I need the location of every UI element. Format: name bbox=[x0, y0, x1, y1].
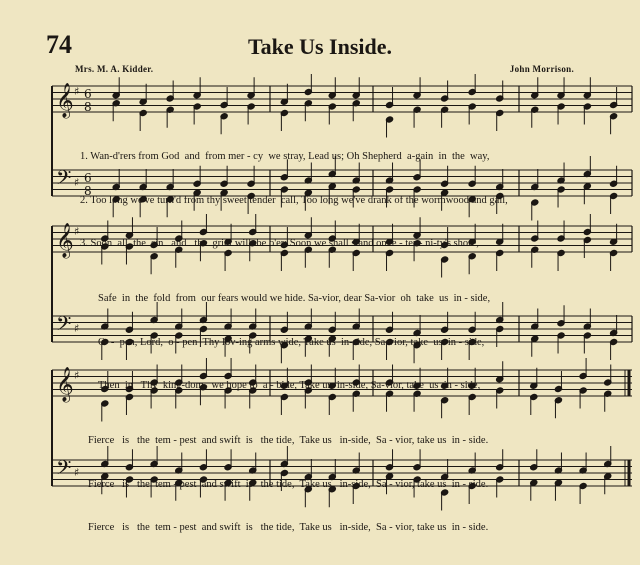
time-signature-top: 6 bbox=[84, 171, 92, 185]
treble-clef-icon: 𝄞 bbox=[56, 223, 74, 258]
sharp-icon: ♯ bbox=[74, 369, 80, 382]
time-signature-bottom: 8 bbox=[84, 184, 92, 198]
lyric-line: Then in Thy king-dom we hope to a - bide, Take us in-side, Sa-vior, take us in - side, bbox=[98, 380, 481, 391]
lyric-line: 2. Too long we've turn'd from thy sweet tender call, Too long we've drank of the wormwood and gall, bbox=[80, 194, 508, 206]
sharp-icon: ♯ bbox=[74, 466, 80, 479]
lyric-line: 1. Wan-d'rers from God and from mer - cy we stray, Lead us; Oh Shepherd a-gain in the way, bbox=[80, 151, 490, 162]
hymn-title: Take Us Inside. bbox=[247, 34, 393, 59]
lyric-line: 3. Soon all the sin and the grief will be o'er; Soon we shall stand on e - ter - ni-ty's shore, bbox=[80, 238, 479, 249]
sharp-icon: ♯ bbox=[74, 322, 80, 335]
sharp-icon: ♯ bbox=[74, 225, 80, 238]
lyric-line: Fierce is the tem - pest and swift is the tide, Take us in-side, Sa - vior, take us in - side. bbox=[88, 478, 489, 490]
system-1-lyrics bbox=[80, 121, 508, 281]
time-signature-top: 6 bbox=[84, 87, 92, 101]
composer-credit: John Morrison. bbox=[509, 64, 574, 74]
system-2-lyrics bbox=[98, 263, 490, 423]
treble-clef-icon: 𝄞 bbox=[56, 367, 74, 402]
hymn-number: 74 bbox=[46, 30, 72, 59]
lyric-line: Fierce is the tem - pest and swift is the tide, Take us in-side, Sa - vior, take us in - side. bbox=[88, 522, 489, 533]
bass-clef-icon: 𝄢 bbox=[56, 166, 72, 194]
bass-clef-icon: 𝄢 bbox=[56, 312, 72, 340]
lyric-line: O - pen, Lord, o - pen Thy lov-ing arms wide, Take us in-side, Sa-vior, take us in - side, bbox=[98, 336, 485, 348]
lyric-line: Safe in the fold from our fears would we hide. Sa-vior, dear Sa-vior oh take us in - side, bbox=[98, 293, 491, 304]
system-3-lyrics bbox=[88, 405, 488, 565]
sharp-icon: ♯ bbox=[74, 85, 80, 98]
bass-clef-icon: 𝄢 bbox=[56, 456, 72, 484]
sharp-icon: ♯ bbox=[74, 176, 80, 189]
treble-clef-icon: 𝄞 bbox=[56, 83, 74, 118]
lyric-line: Fierce is the tem - pest and swift is the tide, Take us in-side, Sa - vior, take us in - side. bbox=[88, 435, 489, 446]
time-signature-bottom: 8 bbox=[84, 100, 92, 114]
lyricist-credit: Mrs. M. A. Kidder. bbox=[75, 64, 154, 74]
